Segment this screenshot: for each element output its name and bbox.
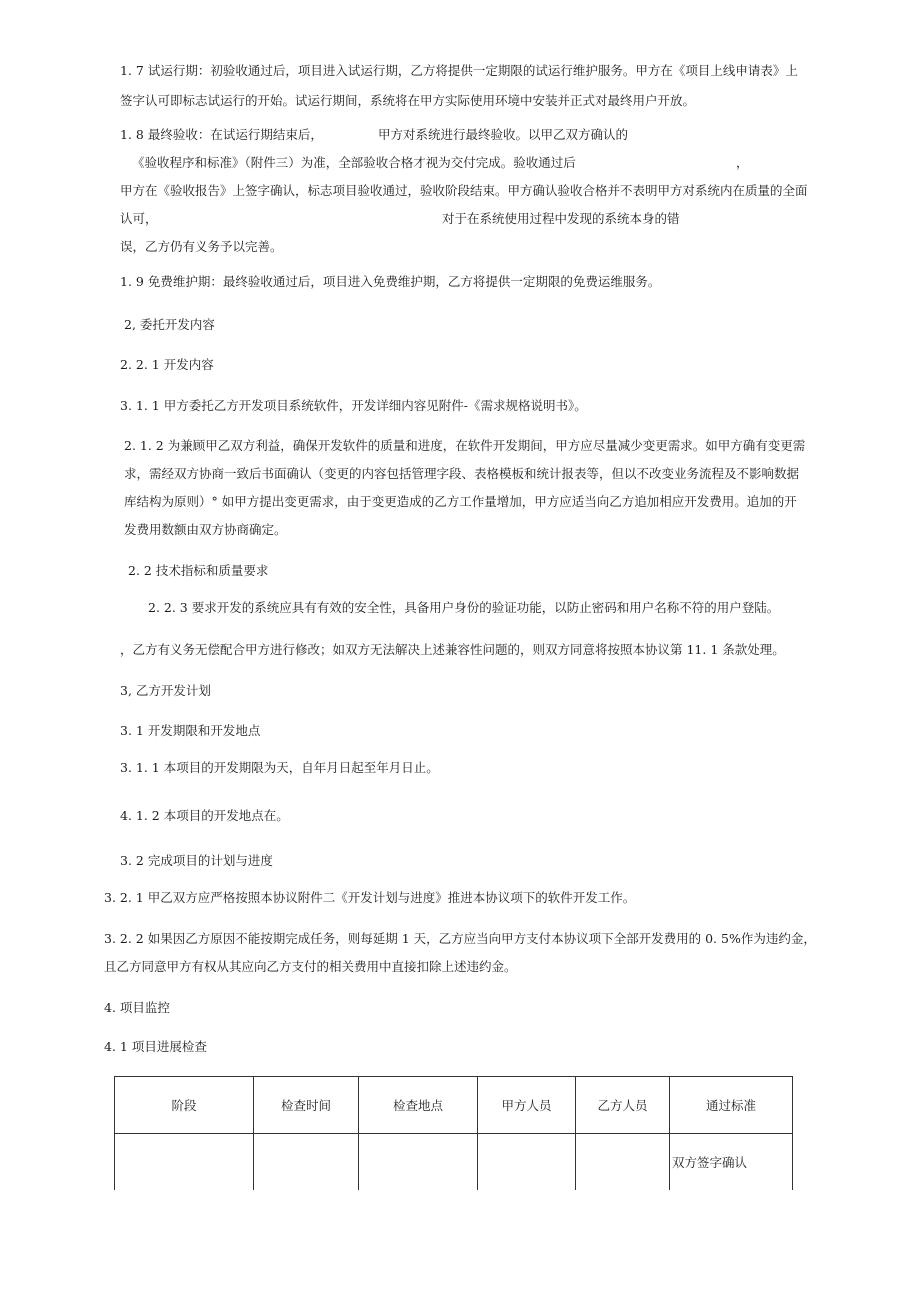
clause-1-8-line-2b: ， xyxy=(736,155,749,170)
table-header-row xyxy=(115,1077,793,1134)
clause-1-8-line-4a: 认可， xyxy=(120,211,158,226)
clause-3-2-2-line-1: 3. 2. 2 如果因乙方原因不能按期完成任务，则每延期 1 天，乙方应当向甲方支付本协议项下全部开发费用的 0. 5%作为违约金， xyxy=(104,931,816,946)
section-3-heading: 3, 乙方开发计划 xyxy=(120,683,211,698)
clause-4-1-2-location: 4. 1. 2 本项目的开发地点在。 xyxy=(120,808,289,823)
clause-1-7-line-1: 1. 7 试运行期：初验收通过后，项目进入试运行期，乙方将提供一定期限的试运行维护服务。甲方在《项目上线申请表》上 xyxy=(120,63,798,78)
section-4-1-heading: 4. 1 项目进展检查 xyxy=(104,1039,207,1054)
table-cell xyxy=(115,1134,254,1191)
section-2-2-heading: 2. 2 技术指标和质量要求 xyxy=(128,563,269,578)
clause-3-2-2-line-2: 且乙方同意甲方有权从其应向乙方支付的相关费用中直接扣除上述违约金。 xyxy=(104,959,517,974)
table-row xyxy=(115,1134,793,1191)
progress-check-table xyxy=(114,1076,793,1190)
clause-3-2-1: 3. 2. 1 甲乙双方应严格按照本协议附件二《开发计划与进度》推进本协议项下的软件开发工作。 xyxy=(104,890,636,905)
clause-3-1-1-period: 3. 1. 1 本项目的开发期限为天，自年月日起至年月日止。 xyxy=(120,760,439,775)
clause-3-1-1: 3. 1. 1 甲方委托乙方开发项目系统软件，开发详细内容见附件-《需求规格说明书》。 xyxy=(120,398,587,413)
table-cell xyxy=(576,1134,670,1191)
clause-2-1-2-line-3: 库结构为原则）° 如甲方提出变更需求，由于变更造成的乙方工作量增加，甲方应适当向乙方追加相应开发费用。追加的开 xyxy=(124,494,797,509)
compatibility-clause: ，乙方有义务无偿配合甲方进行修改；如双方无法解决上述兼容性问题的，则双方同意将按照本协议第 11. 1 条款处理。 xyxy=(120,642,785,657)
section-2-1-heading: 2. 2. 1 开发内容 xyxy=(120,357,214,372)
section-3-1-heading: 3. 1 开发期限和开发地点 xyxy=(120,723,261,738)
clause-1-7-line-2: 签字认可即标志试运行的开始。试运行期间，系统将在甲方实际使用环境中安装并正式对最终用户开放。 xyxy=(120,93,696,108)
clause-2-2-3: 2. 2. 3 要求开发的系统应具有有效的安全性，具备用户身份的验证功能，以防止密码和用户名称不符的用户登陆。 xyxy=(148,600,780,615)
table-cell xyxy=(254,1134,359,1191)
clause-1-8-line-5: 误，乙方仍有义务予以完善。 xyxy=(120,239,283,254)
section-4-heading: 4. 项目监控 xyxy=(104,1000,170,1015)
clause-1-8-line-3: 甲方在《验收报告》上签字确认，标志项目验收通过，验收阶段结束。甲方确认验收合格并不表明甲方对系统内在质量的全面 xyxy=(120,183,808,198)
clause-1-8-line-1a: 1. 8 最终验收：在试运行期结束后， xyxy=(120,127,323,142)
col-header-party-b-staff: 乙方人员 xyxy=(576,1077,670,1134)
section-2-heading: 2, 委托开发内容 xyxy=(124,317,215,332)
clause-1-8-line-4b: 对于在系统使用过程中发现的系统本身的错 xyxy=(442,211,680,226)
col-header-stage: 阶段 xyxy=(115,1077,254,1134)
col-header-check-location: 检查地点 xyxy=(359,1077,478,1134)
table-cell xyxy=(359,1134,478,1191)
table-cell xyxy=(478,1134,576,1191)
clause-2-1-2-line-1: 2. 1. 2 为兼顾甲乙双方利益，确保开发软件的质量和进度，在软件开发期间，甲方应尽量减少变更需求。如甲方确有变更需 xyxy=(124,438,806,453)
clause-1-8-line-2a: 《验收程序和标准》（附件三）为准，全部验收合格才视为交付完成。验收通过后 xyxy=(132,155,576,170)
section-3-2-heading: 3. 2 完成项目的计划与进度 xyxy=(120,853,273,868)
table-cell-pass-criteria: 双方签字确认 xyxy=(670,1134,793,1191)
clause-1-8-line-1b: 甲方对系统进行最终验收。以甲乙双方确认的 xyxy=(378,127,629,142)
clause-1-9: 1. 9 免费维护期：最终验收通过后，项目进入免费维护期，乙方将提供一定期限的免费运维服务。 xyxy=(120,274,661,289)
col-header-pass-criteria: 通过标准 xyxy=(670,1077,793,1134)
col-header-party-a-staff: 甲方人员 xyxy=(478,1077,576,1134)
clause-2-1-2-line-2: 求，需经双方协商一致后书面确认（变更的内容包括管理字段、表格模板和统计报表等，但以不改变业务流程及不影响数据 xyxy=(124,466,800,481)
col-header-check-time: 检查时间 xyxy=(254,1077,359,1134)
clause-2-1-2-line-4: 发费用数额由双方协商确定。 xyxy=(124,522,287,537)
